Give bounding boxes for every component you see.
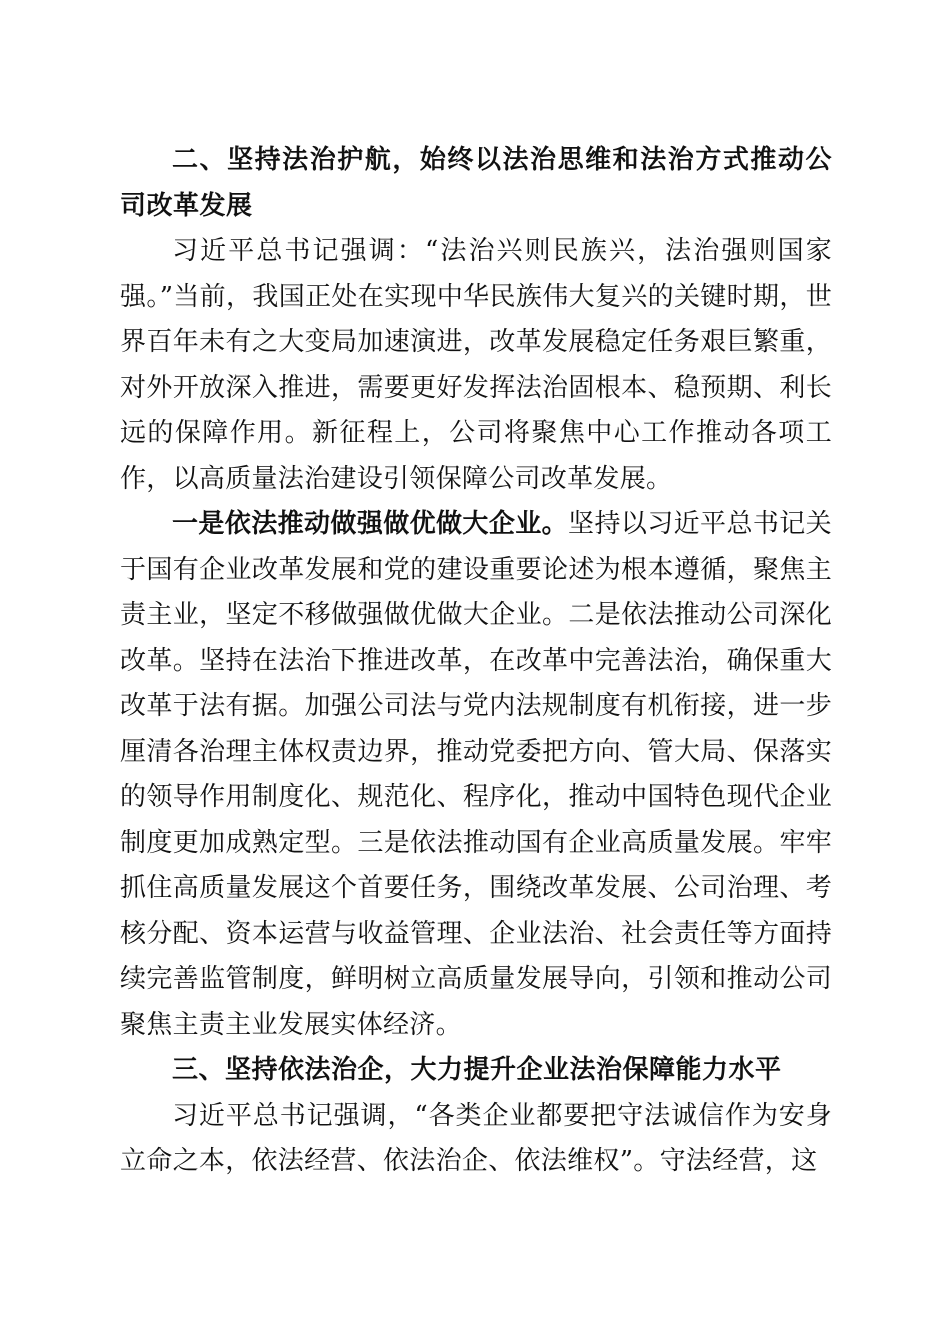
section-2-paragraph-2-lead: 一是依法推动做强做优做大企业。 [172,509,569,539]
section-2-paragraph-2 [120,502,832,1048]
section-2-paragraph-1: 习近平总书记强调：“法治兴则民族兴，法治强则国家强。”当前，我国正处在实现中华民族伟大复兴的关键时期，世界百年未有之大变局加速演进，改革发展稳定任务艰巨繁重，对外开放深入推进，需要更好发挥法治固根本、稳预期、利长远的保障作用。新征程上，公司将聚焦中心工作推动各项工作，以高质量法治建设引领保障公司改革发展。 [120,236,832,494]
section-2-paragraph-2-body: 坚持以习近平总书记关于国有企业改革发展和党的建设重要论述为根本遵循，聚焦主责主业，坚定不移做强做优做大企业。二是依法推动公司深化改革。坚持在法治下推进改革，在改革中完善法治，确保重大改革于法有据。加强公司法与党内法规制度有机衔接，进一步厘清各治理主体权责边界，推动党委把方向、管大局、保落实的领导作用制度化、规范化、程序化，推动中国特色现代企业制度更加成熟定型。三是依法推动国有企业高质量发展。牢牢抓住高质量发展这个首要任务，围绕改革发展、公司治理、考核分配、资本运营与收益管理、企业法治、社会责任等方面持续完善监管制度，鲜明树立高质量发展导向，引领和推动公司聚焦主责主业发展实体经济。 [120,509,832,1040]
section-2-heading: 二、坚持法治护航，始终以法治思维和法治方式推动公司改革发展 [120,145,832,221]
document-body [120,138,832,1185]
section-3-paragraph-1: 习近平总书记强调，“各类企业都要把守法诚信作为安身立命之本，依法经营、依法治企、依法维权”。守法经营，这 [120,1100,832,1176]
section-3-heading: 三、坚持依法治企，大力提升企业法治保障能力水平 [172,1055,782,1085]
